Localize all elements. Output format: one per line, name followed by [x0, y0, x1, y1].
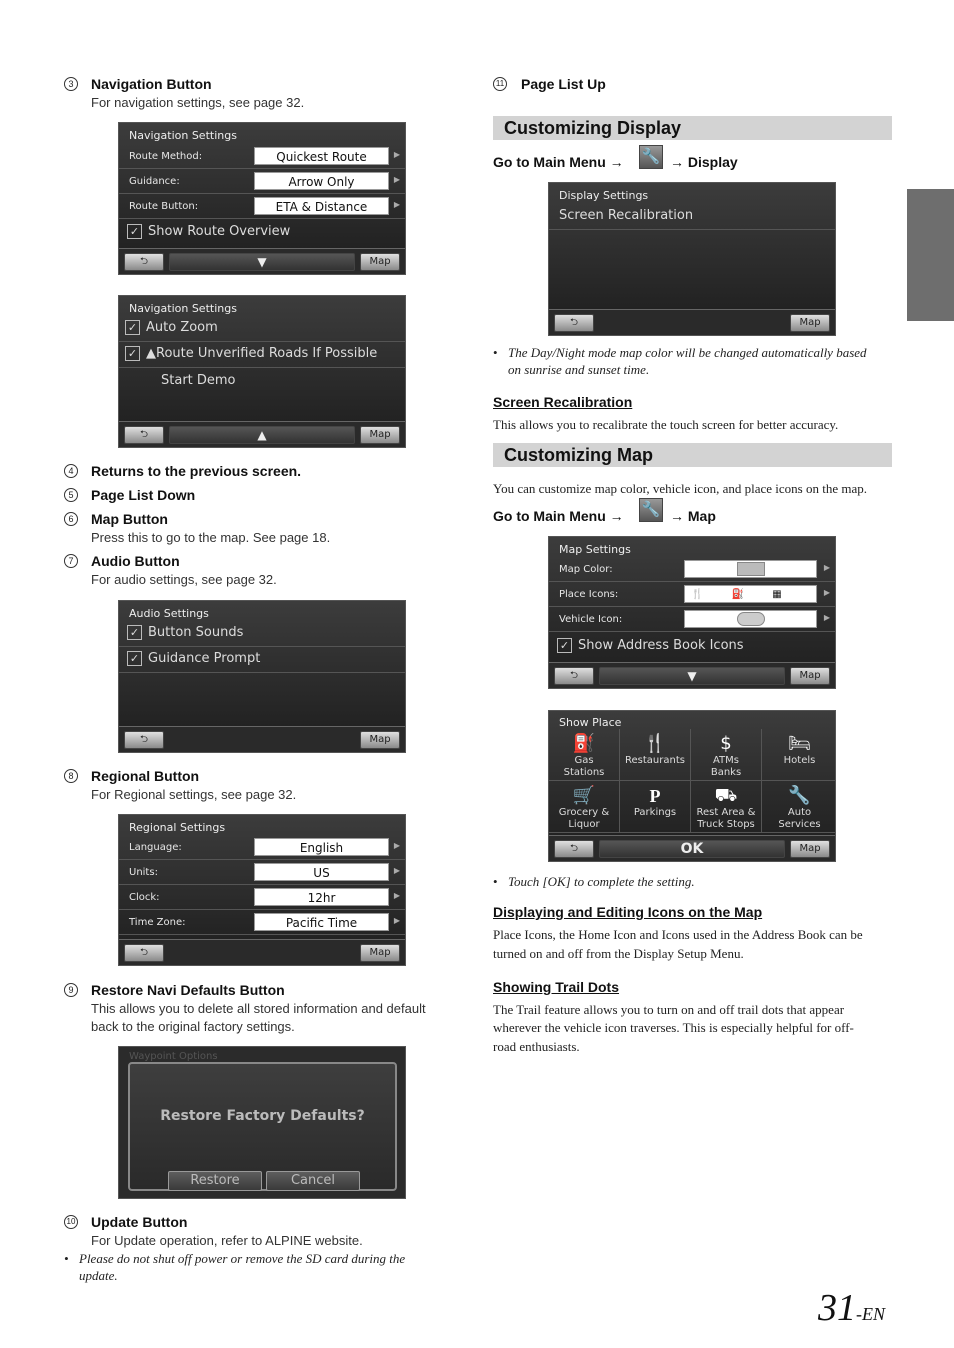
- guidance-row[interactable]: [119, 169, 405, 194]
- time-zone-row[interactable]: [119, 910, 405, 935]
- cell-label: Services: [778, 819, 821, 830]
- arrow-right-icon: ▶: [393, 841, 400, 850]
- navigation-settings-screen-2: [118, 295, 406, 448]
- displaying-icons-heading: Displaying and Editing Icons on the Map: [493, 904, 763, 920]
- trail-body-line3: road enthusiasts.: [493, 1039, 580, 1054]
- row-label: Vehicle Icon:: [559, 614, 623, 625]
- back-button[interactable]: ⮌: [124, 731, 164, 749]
- row-label: Route Method:: [129, 151, 203, 162]
- bottom-bar: [549, 835, 835, 861]
- restore-desc-line1: This allows you to delete all stored information and default: [91, 1001, 426, 1016]
- page-down-button[interactable]: ▼: [169, 253, 355, 271]
- route-method-row[interactable]: [119, 144, 405, 169]
- item-number: 6: [64, 512, 78, 526]
- cell-label: Rest Area &: [696, 807, 756, 818]
- screen-title: Display Settings: [559, 189, 649, 202]
- back-button[interactable]: ⮌: [124, 426, 164, 444]
- auto-zoom-check[interactable]: [119, 320, 405, 342]
- item-number: 10: [64, 1215, 78, 1229]
- item-number: 7: [64, 554, 78, 568]
- arrow-right-icon: ▶: [393, 916, 400, 925]
- map-color-row[interactable]: [549, 557, 835, 582]
- bottom-bar: [119, 248, 405, 274]
- page-list-down-heading: Page List Down: [91, 487, 196, 503]
- bed-icon: 🛏: [788, 733, 811, 754]
- item-number: 5: [64, 488, 78, 502]
- checkbox-icon: ✓: [125, 320, 140, 335]
- row-value[interactable]: US: [254, 863, 389, 881]
- cell-label: Truck Stops: [697, 819, 755, 830]
- cell-label: Gas: [574, 755, 594, 766]
- update-note-line1: Please do not shut off power or remove the SD card during the: [79, 1251, 406, 1266]
- checkbox-icon: ✓: [127, 625, 142, 640]
- show-route-overview-check[interactable]: [127, 224, 405, 239]
- auto-services-cell[interactable]: [762, 781, 836, 833]
- gas-stations-cell[interactable]: [549, 729, 620, 781]
- navigation-settings-screen-1: [118, 122, 406, 275]
- cell-label: Liquor: [568, 819, 600, 830]
- restaurants-cell[interactable]: [620, 729, 691, 781]
- arrow-right-icon: ▶: [393, 866, 400, 875]
- update-button-heading: Update Button: [91, 1214, 188, 1230]
- vehicle-icon-preview[interactable]: [684, 610, 817, 628]
- cart-icon: 🛒: [572, 785, 596, 806]
- parking-icon: P: [649, 786, 661, 806]
- icons-body-line2: turned on and off from the Display Setup Menu.: [493, 946, 744, 961]
- guidance-prompt-check[interactable]: [119, 651, 405, 673]
- hotels-cell[interactable]: [762, 729, 836, 781]
- checkbox-icon: ✓: [557, 638, 572, 653]
- screen-title: Navigation Settings: [129, 302, 237, 315]
- dialog-box: [128, 1062, 397, 1191]
- map-button[interactable]: Map: [360, 944, 400, 962]
- map-button-desc: Press this to go to the map. See page 18.: [91, 530, 331, 545]
- parkings-cell[interactable]: [620, 781, 691, 833]
- display-note-line1: The Day/Night mode map color will be changed automatically based: [508, 345, 867, 360]
- bullet: •: [493, 874, 498, 889]
- bottom-bar: [549, 309, 835, 335]
- back-button[interactable]: ⮌: [124, 253, 164, 271]
- customizing-map-section: Customizing Map: [493, 443, 892, 467]
- bottom-bar: [119, 939, 405, 965]
- restore-desc-line2: back to the original factory settings.: [91, 1019, 295, 1034]
- update-desc: For Update operation, refer to ALPINE website.: [91, 1233, 363, 1248]
- showing-trail-dots-heading: Showing Trail Dots: [493, 979, 620, 995]
- audio-button-heading: Audio Button: [91, 553, 180, 569]
- screen-title: Show Place: [559, 716, 622, 729]
- page-down-button[interactable]: ▼: [599, 667, 785, 685]
- dollar-icon: $: [720, 733, 732, 754]
- arrow-right-icon: ▶: [393, 891, 400, 900]
- screen-title: Map Settings: [559, 543, 631, 556]
- restore-button[interactable]: Restore: [168, 1171, 262, 1191]
- page-up-button[interactable]: ▲: [169, 426, 355, 444]
- back-button[interactable]: ⮌: [124, 944, 164, 962]
- row-value[interactable]: Arrow Only: [254, 172, 389, 190]
- row-value[interactable]: Quickest Route: [254, 147, 389, 165]
- cell-label: Auto: [787, 807, 812, 818]
- regional-button-heading: Regional Button: [91, 768, 200, 784]
- check-label: Button Sounds: [148, 625, 244, 640]
- item-number: 8: [64, 769, 78, 783]
- map-button[interactable]: Map: [790, 314, 830, 332]
- trail-body-line2: wherever the vehicle icon traverses. This is especially helpful for off-: [493, 1020, 854, 1035]
- arrow-right-icon: ▶: [823, 588, 830, 597]
- arrow-right-icon: ▶: [823, 563, 830, 572]
- navigation-button-heading: Navigation Button: [91, 76, 212, 92]
- regional-button-desc: For Regional settings, see page 32.: [91, 787, 297, 802]
- row-label: Units:: [129, 867, 158, 878]
- screen-recalibration-heading: Screen Recalibration: [493, 394, 633, 410]
- navigation-button-desc: For navigation settings, see page 32.: [91, 95, 305, 110]
- checkbox-icon: ✓: [127, 224, 142, 239]
- rest-area-cell[interactable]: [691, 781, 762, 833]
- display-note-line2: on sunrise and sunset time.: [508, 362, 650, 377]
- side-tab: [907, 189, 954, 321]
- place-icons-row[interactable]: [549, 582, 835, 607]
- item-number: 11: [493, 77, 507, 91]
- bullet: •: [64, 1251, 69, 1266]
- language-row[interactable]: [119, 835, 405, 860]
- cell-label: Grocery &: [558, 807, 610, 818]
- check-label: Show Route Overview: [148, 224, 291, 239]
- map-button[interactable]: Map: [790, 667, 830, 685]
- wrench-icon: 🔧: [639, 145, 663, 169]
- show-address-book-icons-check[interactable]: [557, 638, 835, 653]
- grocery-liquor-cell[interactable]: [549, 781, 620, 833]
- audio-button-desc: For audio settings, see page 32.: [91, 572, 277, 587]
- map-settings-screen: [548, 536, 836, 689]
- update-note-line2: update.: [79, 1268, 118, 1283]
- arrow-right-icon: ▶: [393, 200, 400, 209]
- screen-title: Navigation Settings: [129, 129, 237, 142]
- item-number: 4: [64, 464, 78, 478]
- restore-defaults-heading: Restore Navi Defaults Button: [91, 982, 285, 998]
- screen-recalibration-body: This allows you to recalibrate the touch screen for better accuracy.: [493, 417, 839, 432]
- fork-knife-icon: 🍴: [643, 733, 667, 754]
- wrench-icon: 🔧: [788, 785, 811, 806]
- arrow-right-icon: ▶: [823, 613, 830, 622]
- trail-body-line1: The Trail feature allows you to turn on and off trail dots that appear: [493, 1002, 845, 1017]
- bullet: •: [493, 345, 498, 360]
- page-suffix: -EN: [856, 1304, 885, 1324]
- row-label: Clock:: [129, 892, 160, 903]
- arrow-right-icon: ▶: [393, 150, 400, 159]
- atms-banks-cell[interactable]: [691, 729, 762, 781]
- checkbox-icon: ✓: [127, 651, 142, 666]
- cell-label: Hotels: [783, 755, 816, 766]
- goto-display-pre: Go to Main Menu →: [493, 154, 624, 170]
- goto-map-pre: Go to Main Menu →: [493, 508, 624, 524]
- row-value[interactable]: ETA & Distance: [254, 197, 389, 215]
- dialog-question: Restore Factory Defaults?: [160, 1108, 365, 1124]
- display-settings-screen: [548, 182, 836, 336]
- map-color-swatch[interactable]: [684, 560, 817, 578]
- item-number: 9: [64, 983, 78, 997]
- returns-heading: Returns to the previous screen.: [91, 463, 302, 479]
- check-label: Auto Zoom: [146, 320, 218, 335]
- map-button[interactable]: Map: [790, 840, 830, 858]
- vehicle-icon-row[interactable]: [549, 607, 835, 632]
- map-button[interactable]: Map: [360, 731, 400, 749]
- units-row[interactable]: [119, 860, 405, 885]
- map-button[interactable]: Map: [360, 253, 400, 271]
- cell-label: Restaurants: [625, 755, 685, 766]
- check-label: Guidance Prompt: [148, 651, 261, 666]
- cell-label: ATMs: [712, 755, 739, 766]
- button-sounds-check[interactable]: [119, 625, 405, 647]
- check-label: Show Address Book Icons: [578, 638, 744, 653]
- page-number-value: 31: [818, 1287, 856, 1329]
- cell-label: Stations: [563, 767, 605, 778]
- screen-title: Regional Settings: [129, 821, 226, 834]
- row-label: Place Icons:: [559, 589, 619, 600]
- row-value[interactable]: 12hr: [254, 888, 389, 906]
- cell-label: Banks: [710, 767, 742, 778]
- screen-recalibration-item[interactable]: Screen Recalibration: [549, 208, 835, 230]
- customizing-display-section: Customizing Display: [493, 116, 892, 140]
- show-place-screen: [548, 710, 836, 862]
- back-button[interactable]: ⮌: [554, 314, 594, 332]
- ok-button[interactable]: OK: [599, 840, 785, 858]
- bottom-bar: [549, 662, 835, 688]
- touch-ok-note: Touch [OK] to complete the setting.: [508, 874, 695, 889]
- clock-row[interactable]: [119, 885, 405, 910]
- route-button-row[interactable]: [119, 194, 405, 219]
- item-number: 3: [64, 77, 78, 91]
- cell-label: Parkings: [633, 807, 677, 818]
- audio-settings-screen: [118, 600, 406, 753]
- map-button[interactable]: Map: [360, 426, 400, 444]
- row-label: Language:: [129, 842, 182, 853]
- start-demo-item[interactable]: Start Demo: [161, 373, 236, 388]
- icons-body-line1: Place Icons, the Home Icon and Icons used in the Address Book can be: [493, 927, 863, 942]
- row-label: Time Zone:: [129, 917, 186, 928]
- wrench-icon: 🔧: [639, 498, 663, 522]
- customizing-map-intro: You can customize map color, vehicle icon, and place icons on the map.: [493, 481, 867, 496]
- cancel-button[interactable]: Cancel: [266, 1171, 360, 1191]
- row-label: Map Color:: [559, 564, 613, 575]
- goto-display-post: → Display: [670, 154, 738, 170]
- row-value[interactable]: Pacific Time: [254, 913, 389, 931]
- screen-title: Audio Settings: [129, 607, 209, 620]
- row-label: Guidance:: [129, 176, 180, 187]
- place-icons-preview[interactable]: 🍴⛽▦: [684, 585, 817, 603]
- bottom-bar: [119, 421, 405, 447]
- route-unverified-check[interactable]: [119, 346, 405, 368]
- arrow-right-icon: ▶: [393, 175, 400, 184]
- restore-factory-dialog-screen: [118, 1046, 406, 1199]
- regional-settings-screen: [118, 814, 406, 966]
- checkbox-icon: ✓: [125, 346, 140, 361]
- gas-pump-icon: ⛽: [572, 733, 596, 754]
- background-title: Waypoint Options: [129, 1051, 218, 1062]
- back-button[interactable]: ⮌: [554, 667, 594, 685]
- map-button-heading: Map Button: [91, 511, 168, 527]
- page-list-up-heading: Page List Up: [521, 76, 606, 92]
- back-button[interactable]: ⮌: [554, 840, 594, 858]
- row-label: Route Button:: [129, 201, 199, 212]
- bottom-bar: [119, 726, 405, 752]
- check-label: ▲Route Unverified Roads If Possible: [146, 346, 378, 361]
- truck-icon: ⛟: [714, 785, 738, 806]
- row-value[interactable]: English: [254, 838, 389, 856]
- page-number: [818, 1286, 885, 1336]
- goto-map-post: → Map: [670, 508, 716, 524]
